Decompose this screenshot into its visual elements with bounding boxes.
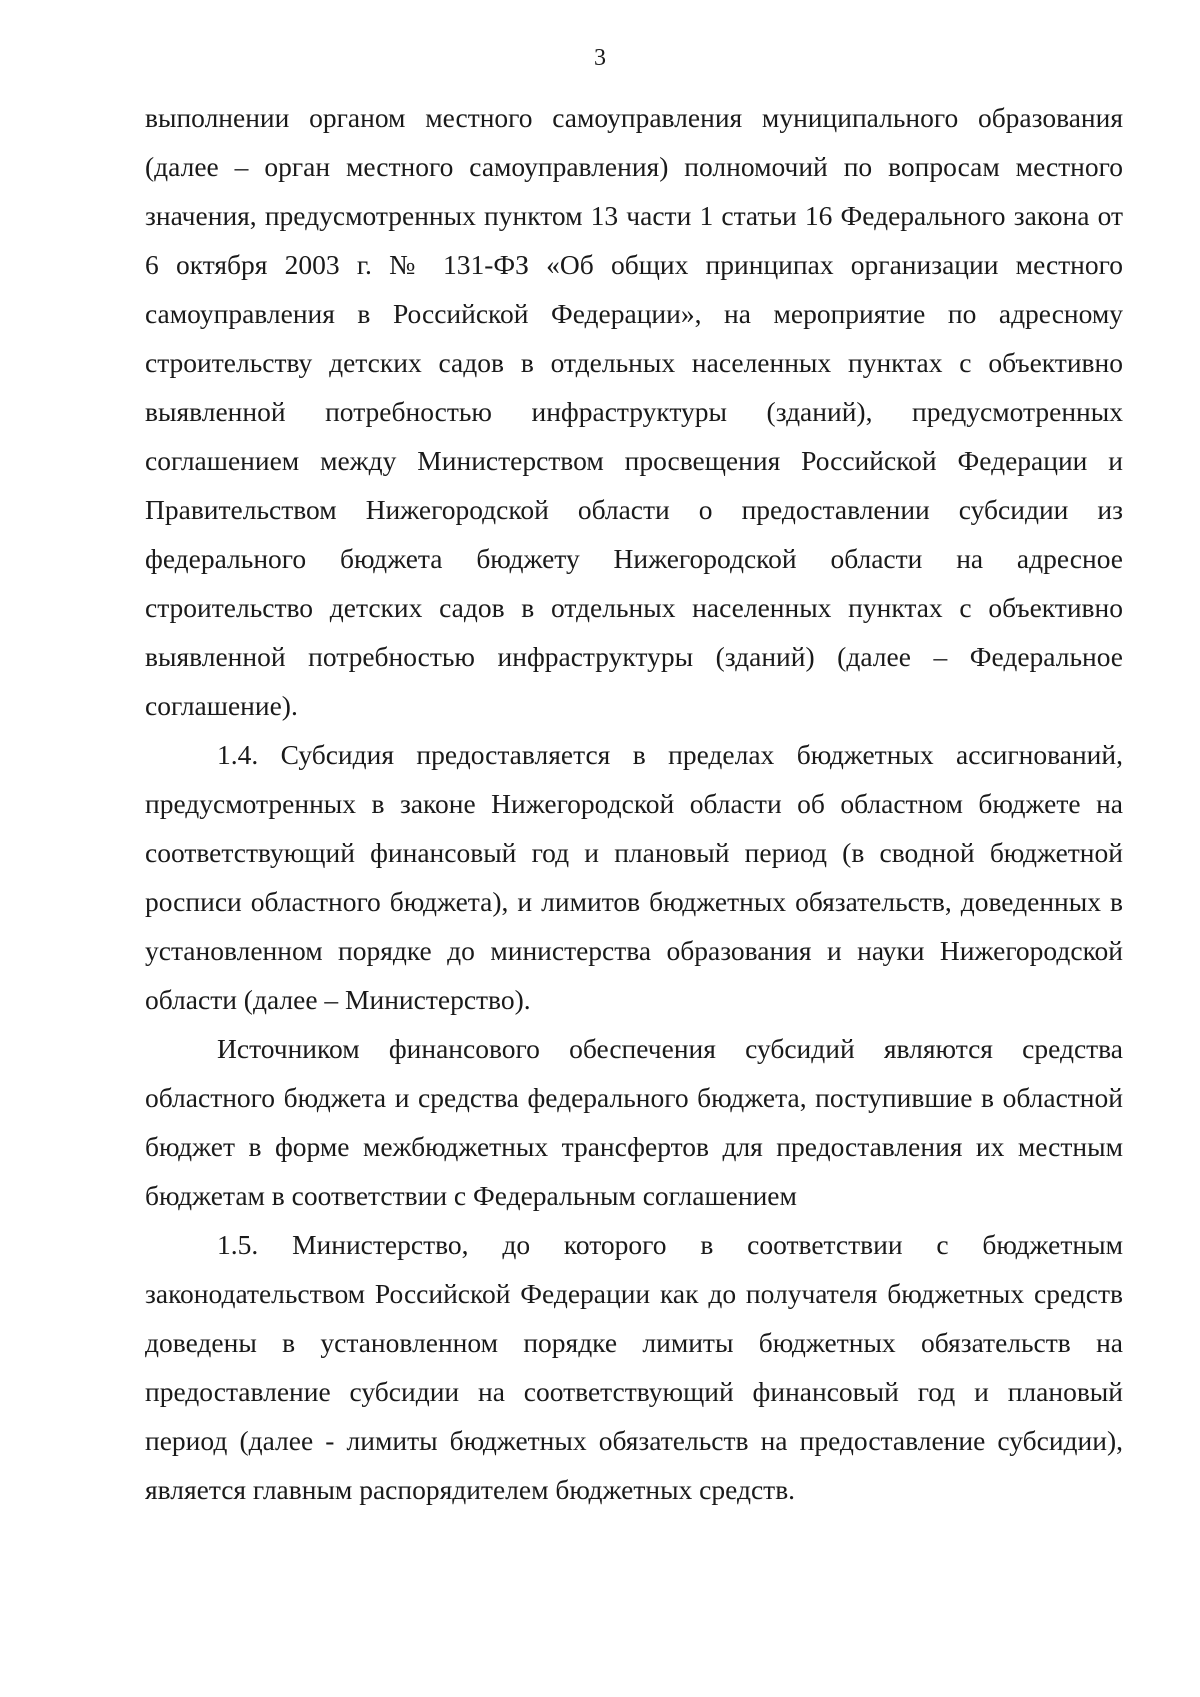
page-number: 3	[594, 45, 606, 71]
paragraph-1-5: 1.5. Министерство, до которого в соответствии с бюджетным законодательством Российской Федерации как до получателя бюджетных средств доведены в установленном порядке лимиты бюджетных обязательств на предоставление субсидии на соответствующий финансовый год и плановый период (далее - лимиты бюджетных обязательств на предоставление субсидии), является главным распорядителем бюджетных средств.	[145, 1229, 1123, 1505]
paragraph-1-4: 1.4. Субсидия предоставляется в пределах бюджетных ассигнований, предусмотренных в законе Нижегородской области об областном бюджете на соответствующий финансовый год и плановый период (в сводной бюджетной росписи областного бюджета), и лимитов бюджетных обязательств, доведенных в установленном порядке до министерства образования и науки Нижегородской области (далее – Министерство).	[145, 739, 1123, 1015]
document-body	[145, 93, 1123, 1514]
paragraph-funding-source: Источником финансового обеспечения субсидий являются средства областного бюджета и средства федерального бюджета, поступившие в областной бюджет в форме межбюджетных трансфертов для предоставления их местным бюджетам в соответствии с Федеральным соглашением	[145, 1033, 1123, 1211]
paragraph-continuation: выполнении органом местного самоуправления муниципального образования (далее – орган местного самоуправления) полномочий по вопросам местного значения, предусмотренных пунктом 13 части 1 статьи 16 Федерального закона от 6 октября 2003 г. № 131-ФЗ «Об общих принципах организации местного самоуправления в Российской Федерации», на мероприятие по адресному строительству детских садов в отдельных населенных пунктах с объективно выявленной потребностью инфраструктуры (зданий), предусмотренных соглашением между Министерством просвещения Российской Федерации и Правительством Нижегородской области о предоставлении субсидии из федерального бюджета бюджету Нижегородской области на адресное строительство детских садов в отдельных населенных пунктах с объективно выявленной потребностью инфраструктуры (зданий) (далее – Федеральное соглашение).	[145, 102, 1123, 721]
